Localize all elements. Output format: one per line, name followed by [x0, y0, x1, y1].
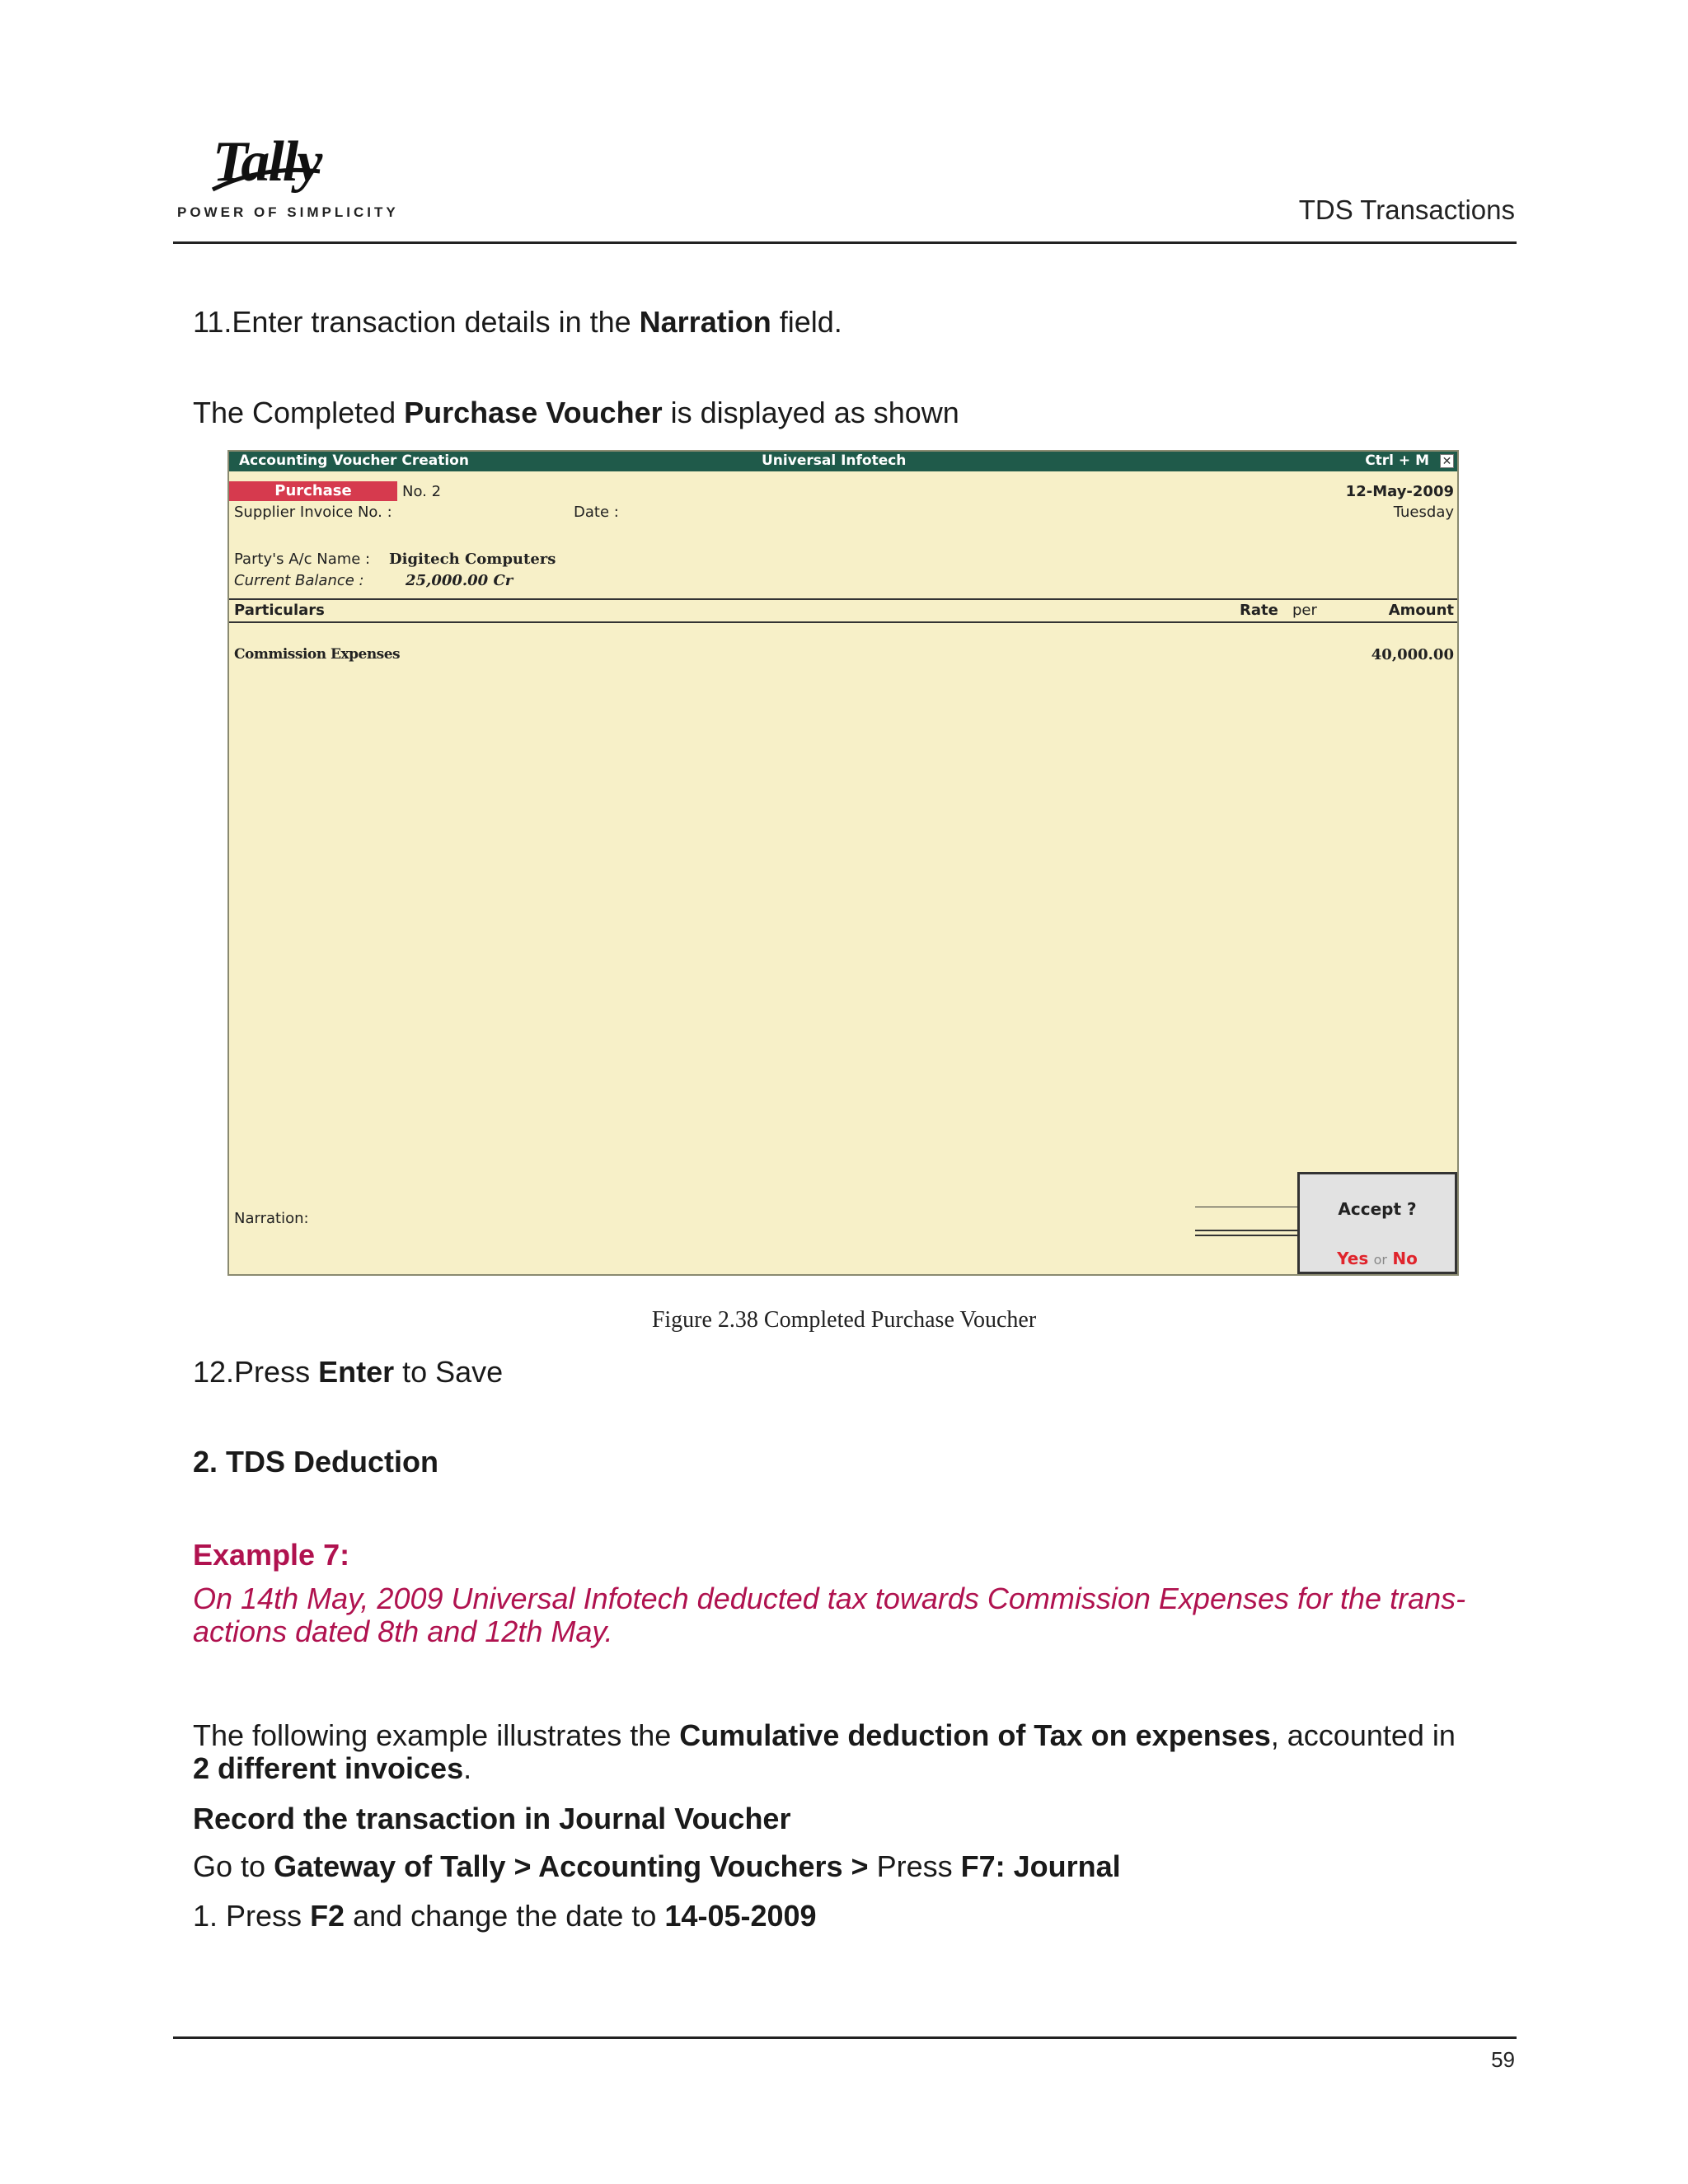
figure-caption: Figure 2.38 Completed Purchase Voucher — [651, 1307, 1037, 1333]
page-number: 59 — [1491, 2047, 1515, 2072]
example-title: Example 7: — [193, 1538, 350, 1572]
entry-amount[interactable]: 40,000.00 — [1371, 646, 1454, 663]
voucher-day: Tuesday — [1393, 504, 1454, 521]
col-amount: Amount — [1388, 602, 1454, 619]
close-icon[interactable]: ✕ — [1440, 454, 1454, 468]
titlebar-left: Accounting Voucher Creation — [239, 452, 469, 469]
accept-dialog — [1297, 1172, 1457, 1274]
header-rule — [173, 241, 1517, 244]
accept-or-text: or — [1373, 1252, 1387, 1268]
date-label: Date : — [574, 504, 619, 521]
accept-options — [1300, 1249, 1455, 1268]
voucher-type-badge: Purchase — [229, 481, 397, 501]
party-label: Party's A/c Name : — [234, 551, 371, 568]
voucher-number: No. 2 — [402, 483, 442, 500]
columns-bottom-rule — [229, 621, 1457, 623]
columns-top-rule — [229, 598, 1457, 600]
step-11: 11.Enter transaction details in the Narration field. — [193, 305, 842, 339]
ledger-entry[interactable]: Commission Expenses — [234, 646, 401, 663]
voucher-titlebar — [229, 452, 1457, 471]
party-name[interactable]: Digitech Computers — [389, 551, 556, 568]
titlebar-company: Universal Infotech — [762, 452, 907, 469]
col-per: per — [1292, 602, 1317, 619]
step-12: 12.Press Enter to Save — [193, 1355, 504, 1389]
col-particulars: Particulars — [234, 602, 325, 619]
step-1: 1. Press F2 and change the date to 14-05-2009 — [193, 1899, 817, 1933]
narration-label: Narration: — [234, 1210, 309, 1227]
voucher-date: 12-May-2009 — [1345, 483, 1454, 500]
section-title: TDS Transactions — [1298, 194, 1515, 225]
illustrates-paragraph: The following example illustrates the Cumulative deduction of Tax on expenses, accounted in 2 different invoices. — [193, 1718, 1456, 1785]
example-text: On 14th May, 2009 Universal Infotech deducted tax towards Commission Expenses for the trans-actions dated 8th and 12th May. — [193, 1582, 1466, 1648]
logo-tagline: POWER OF SIMPLICITY — [177, 204, 399, 220]
footer-rule — [173, 2036, 1517, 2039]
total-rule-double-bottom — [1195, 1235, 1301, 1236]
balance-label: Current Balance : — [234, 572, 364, 589]
voucher-screenshot — [227, 450, 1459, 1276]
accept-no-button[interactable]: No — [1392, 1249, 1418, 1268]
supplier-invoice-label: Supplier Invoice No. : — [234, 504, 392, 521]
tally-logo: Tally — [213, 130, 321, 194]
current-balance: 25,000.00 Cr — [406, 572, 513, 589]
total-rule-double-top — [1195, 1230, 1301, 1231]
goto-instruction: Go to Gateway of Tally > Accounting Vouchers > Press F7: Journal — [193, 1849, 1121, 1883]
record-heading: Record the transaction in Journal Voucher — [193, 1802, 791, 1835]
section-heading: 2. TDS Deduction — [193, 1445, 439, 1479]
completed-voucher-text: The Completed Purchase Voucher is displayed as shown — [193, 396, 959, 429]
titlebar-shortcut: Ctrl + M — [1365, 452, 1429, 469]
accept-prompt: Accept ? — [1338, 1199, 1417, 1219]
col-rate: Rate — [1240, 602, 1278, 619]
accept-yes-button[interactable]: Yes — [1337, 1249, 1369, 1268]
